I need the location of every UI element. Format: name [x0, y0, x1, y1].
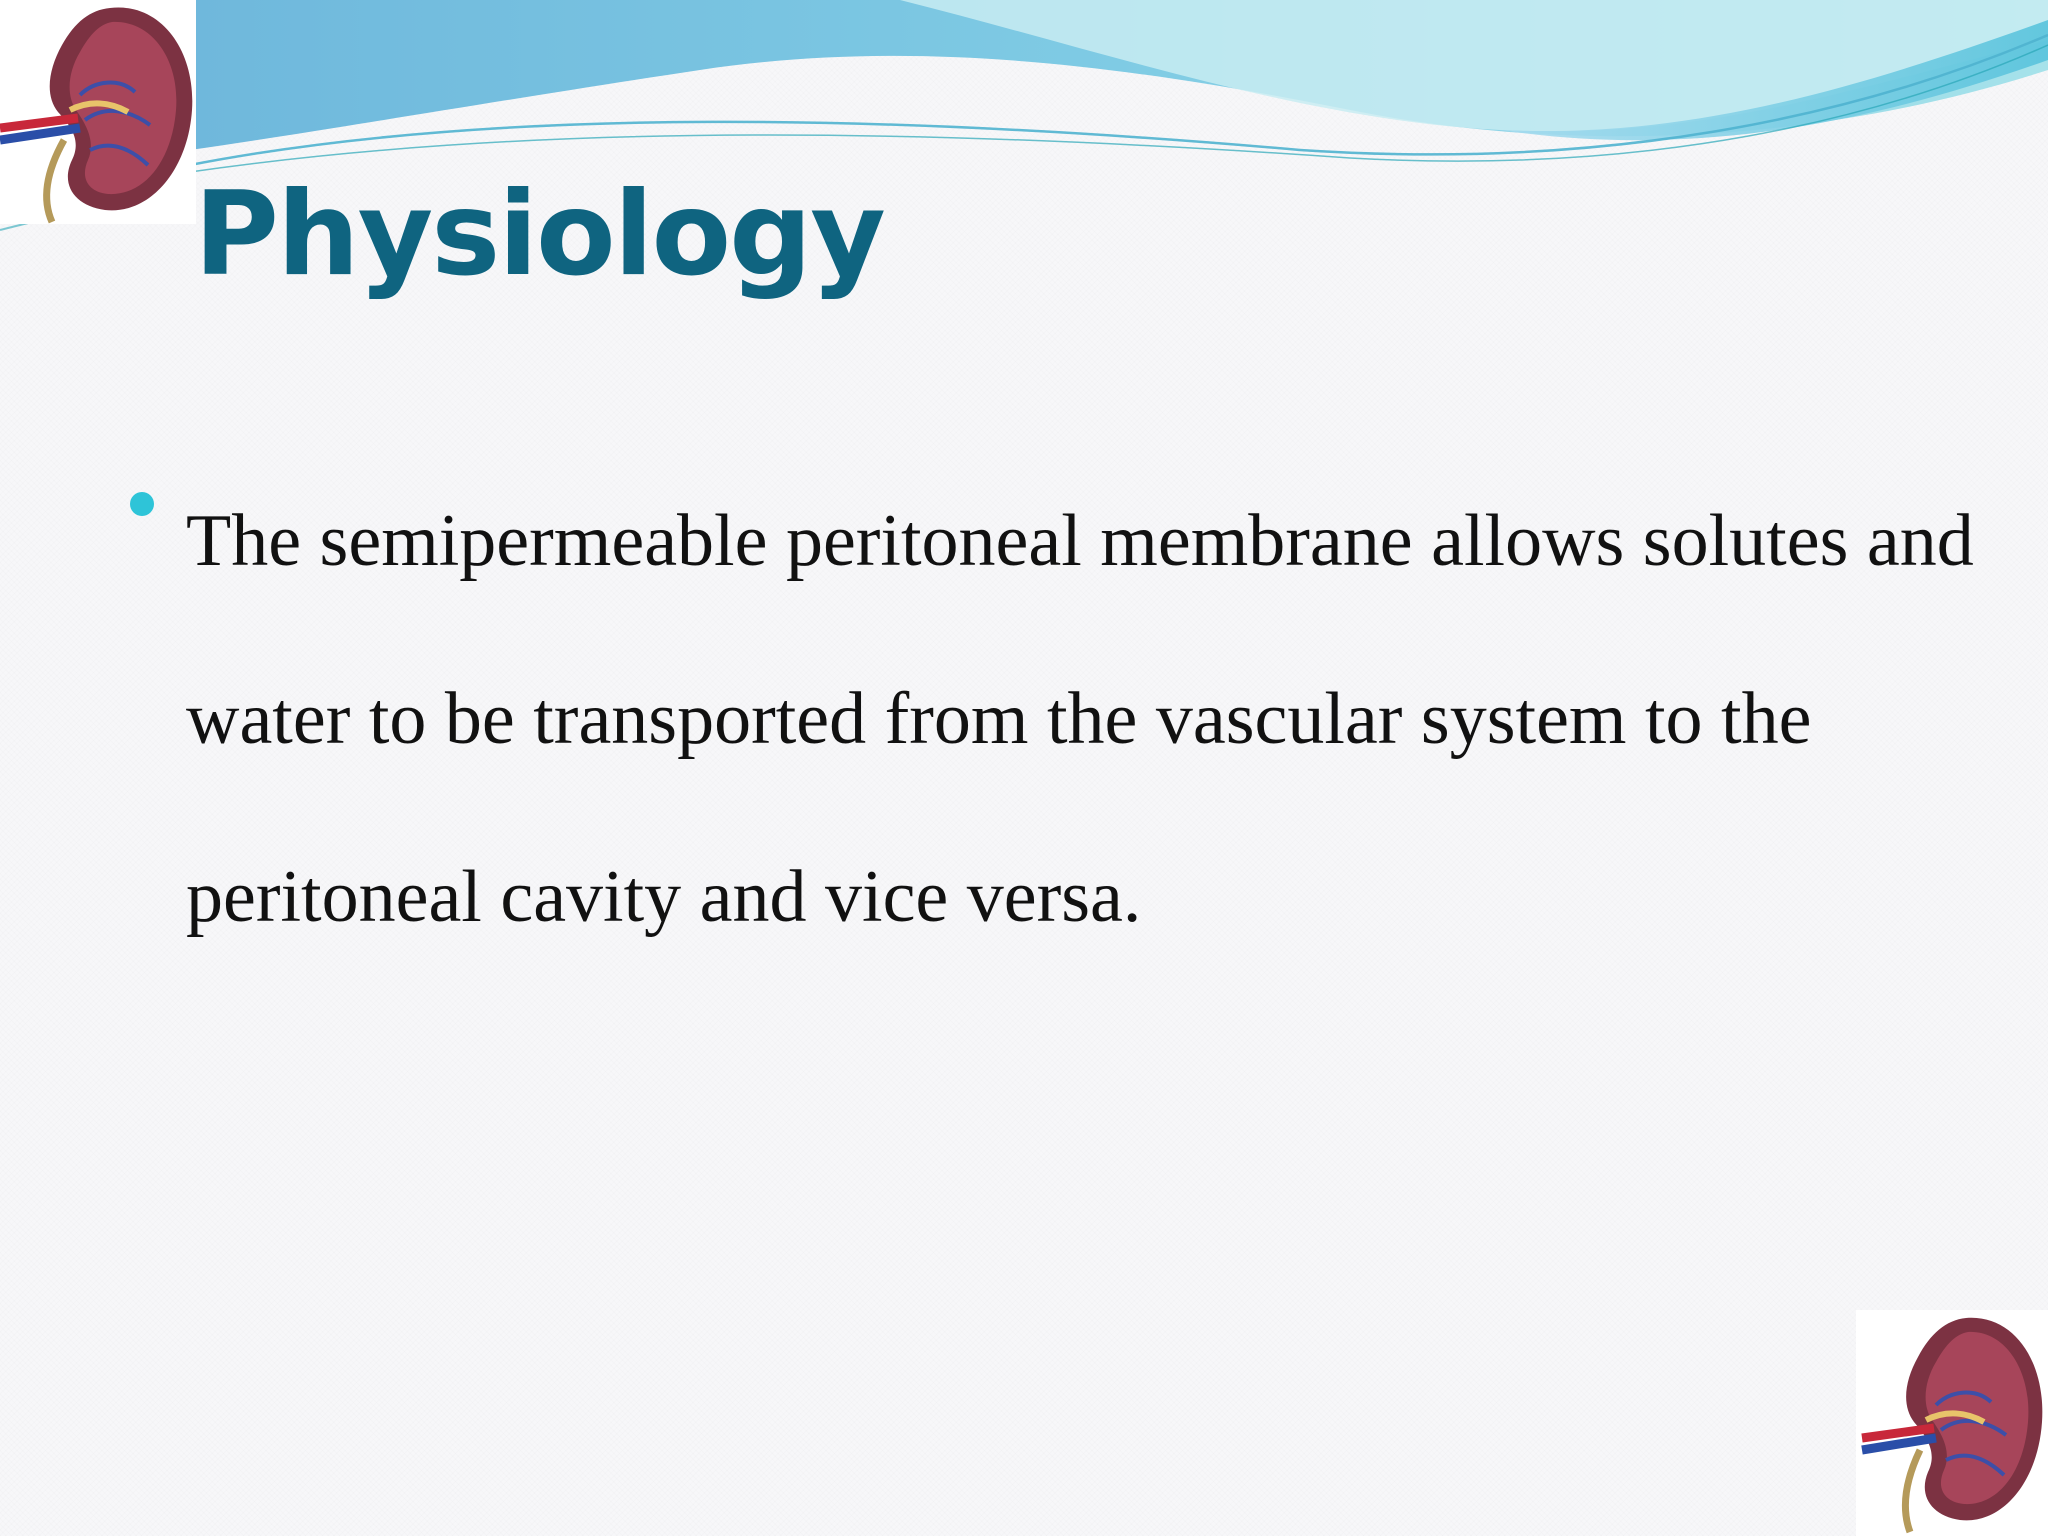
kidney-illustration-top: [0, 0, 196, 224]
slide-body: [126, 500, 1986, 986]
bullet-item: [126, 452, 1986, 986]
bullet-text: The semipermeable peritoneal membrane allows solutes and water to be transported from the vascular system to the peritoneal cavity and vice versa.: [186, 500, 1974, 938]
bullet-dot-icon: [130, 492, 154, 516]
slide-title: Physiology: [194, 167, 884, 302]
kidney-illustration-bottom: [1856, 1310, 2048, 1536]
